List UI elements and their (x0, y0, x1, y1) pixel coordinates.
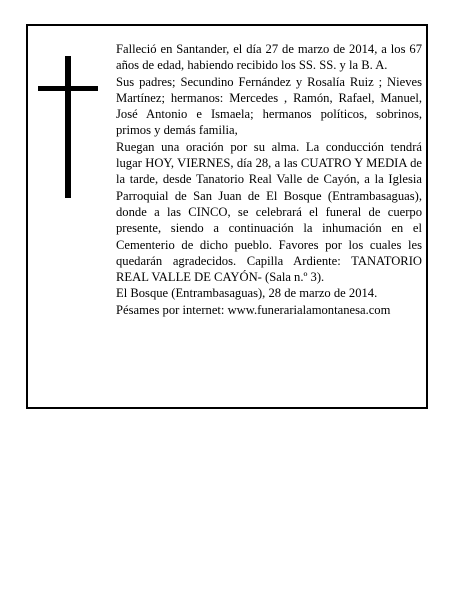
cross-vertical-bar (65, 56, 71, 198)
place-and-date: El Bosque (Entrambasaguas), 28 de marzo de 2014. (116, 286, 378, 301)
obituary-notice (26, 24, 428, 409)
condolences-website: Pésames por internet: www.funerarialamontanesa.com (116, 302, 391, 317)
death-announcement: Falleció en Santander, el día 27 de marzo de 2014, a los 67 años de edad, habiendo recibido los SS. SS. y la B. A. (116, 42, 422, 73)
cross-horizontal-bar (38, 86, 98, 91)
family-members: Sus padres; Secundino Fernández y Rosalía Ruiz ; Nieves Martínez; hermanos: Mercedes , Ramón, Rafael, Manuel, José Antonio e Ismaela; hermanos políticos, sobrinos, primos y demás familia, (116, 74, 422, 138)
latin-cross-icon (38, 56, 100, 198)
obituary-text (116, 41, 422, 318)
funeral-details: Ruegan una oración por su alma. La conducción tendrá lugar HOY, VIERNES, día 28, a las CUATRO Y MEDIA de la tarde, desde Tanatorio Real Valle de Cayón, a la Iglesia Parroquial de San Juan de El Bosque (Entrambasaguas), donde a las CINCO, se celebrará el funeral de cuerpo presente, siendo a continuación la inhumación en el Cementerio de dicho pueblo. Favores por los cuales les quedarán agradecidos. Capilla Ardiente: TANATORIO REAL VALLE DE CAYÓN- (Sala n.º 3). (116, 139, 422, 285)
